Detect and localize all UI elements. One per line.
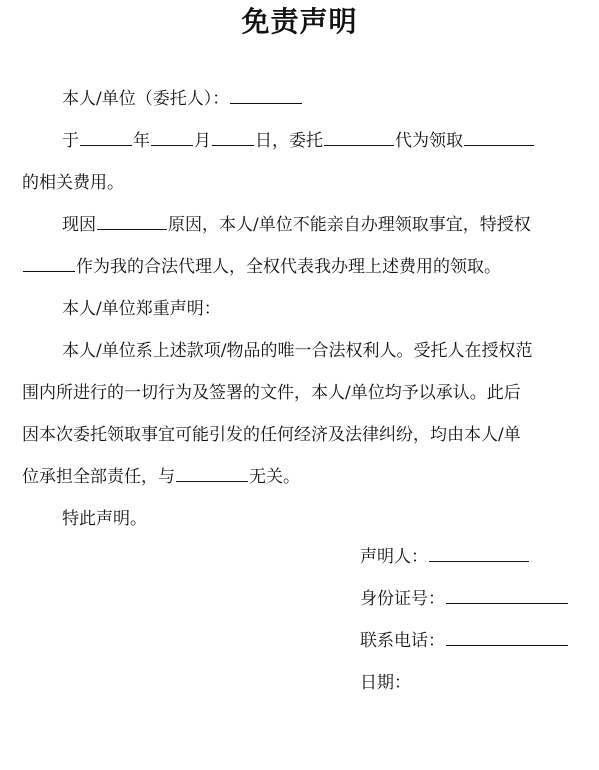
text-statement-1: 本人/单位系上述款项/物品的唯一合法权利人。受托人在授权范 [62, 341, 533, 361]
paragraph-closing [22, 498, 578, 540]
text-month: 月 [194, 131, 211, 151]
paragraph-date-entrust [22, 120, 578, 162]
paragraph-solemn [22, 288, 578, 330]
paragraph-statement-1 [22, 330, 578, 372]
id-blank[interactable] [446, 585, 568, 604]
client-label: 本人/单位（委托人）： [62, 89, 230, 109]
phone-row [360, 620, 569, 662]
text-collect: 代为领取 [395, 131, 463, 151]
month-blank[interactable] [151, 129, 193, 146]
text-yu: 于 [62, 131, 79, 151]
text-unrelated: 无关。 [249, 467, 300, 487]
paragraph-client [22, 78, 578, 120]
text-fees: 的相关费用。 [22, 173, 124, 193]
authorized-agent-blank[interactable] [23, 255, 75, 272]
phone-blank[interactable] [446, 627, 568, 646]
text-solemn: 本人/单位郑重声明： [62, 299, 221, 319]
paragraph-statement-4 [22, 456, 578, 498]
declarant-label: 声明人： [360, 547, 428, 567]
paragraph-statement-3 [22, 414, 578, 456]
paragraph-fees [22, 162, 578, 204]
text-year: 年 [133, 131, 150, 151]
document-title: 免责声明 [241, 5, 358, 38]
reason-blank[interactable] [97, 213, 167, 230]
year-blank[interactable] [80, 129, 132, 146]
client-name-blank[interactable] [230, 87, 302, 104]
text-because: 现因 [62, 215, 96, 235]
item-blank[interactable] [464, 129, 534, 146]
paragraph-statement-2 [22, 372, 578, 414]
exempt-party-blank[interactable] [176, 465, 248, 482]
text-agent: 作为我的合法代理人，全权代表我办理上述费用的领取。 [76, 257, 501, 277]
paragraph-agent [22, 246, 578, 288]
document-body [22, 78, 578, 540]
text-statement-2: 围内所进行的一切行为及签署的文件，本人/单位均予以承认。此后 [22, 383, 521, 403]
text-closing: 特此声明。 [62, 509, 147, 529]
phone-label: 联系电话： [360, 631, 445, 651]
id-row [360, 578, 569, 620]
declarant-row [360, 536, 569, 578]
signature-block [360, 536, 569, 704]
agent-name-blank[interactable] [324, 129, 394, 146]
paragraph-reason [22, 204, 578, 246]
text-statement-3: 因本次委托领取事宜可能引发的任何经济及法律纠纷，均由本人/单 [22, 425, 521, 445]
declarant-blank[interactable] [429, 543, 529, 562]
day-blank[interactable] [212, 129, 254, 146]
id-label: 身份证号： [360, 589, 445, 609]
text-day-entrust: 日，委托 [255, 131, 323, 151]
date-row [360, 662, 569, 704]
text-authorize: 原因，本人/单位不能亲自办理领取事宜，特授权 [168, 215, 531, 235]
date-label: 日期： [360, 673, 411, 693]
text-responsibility: 位承担全部责任，与 [22, 467, 175, 487]
